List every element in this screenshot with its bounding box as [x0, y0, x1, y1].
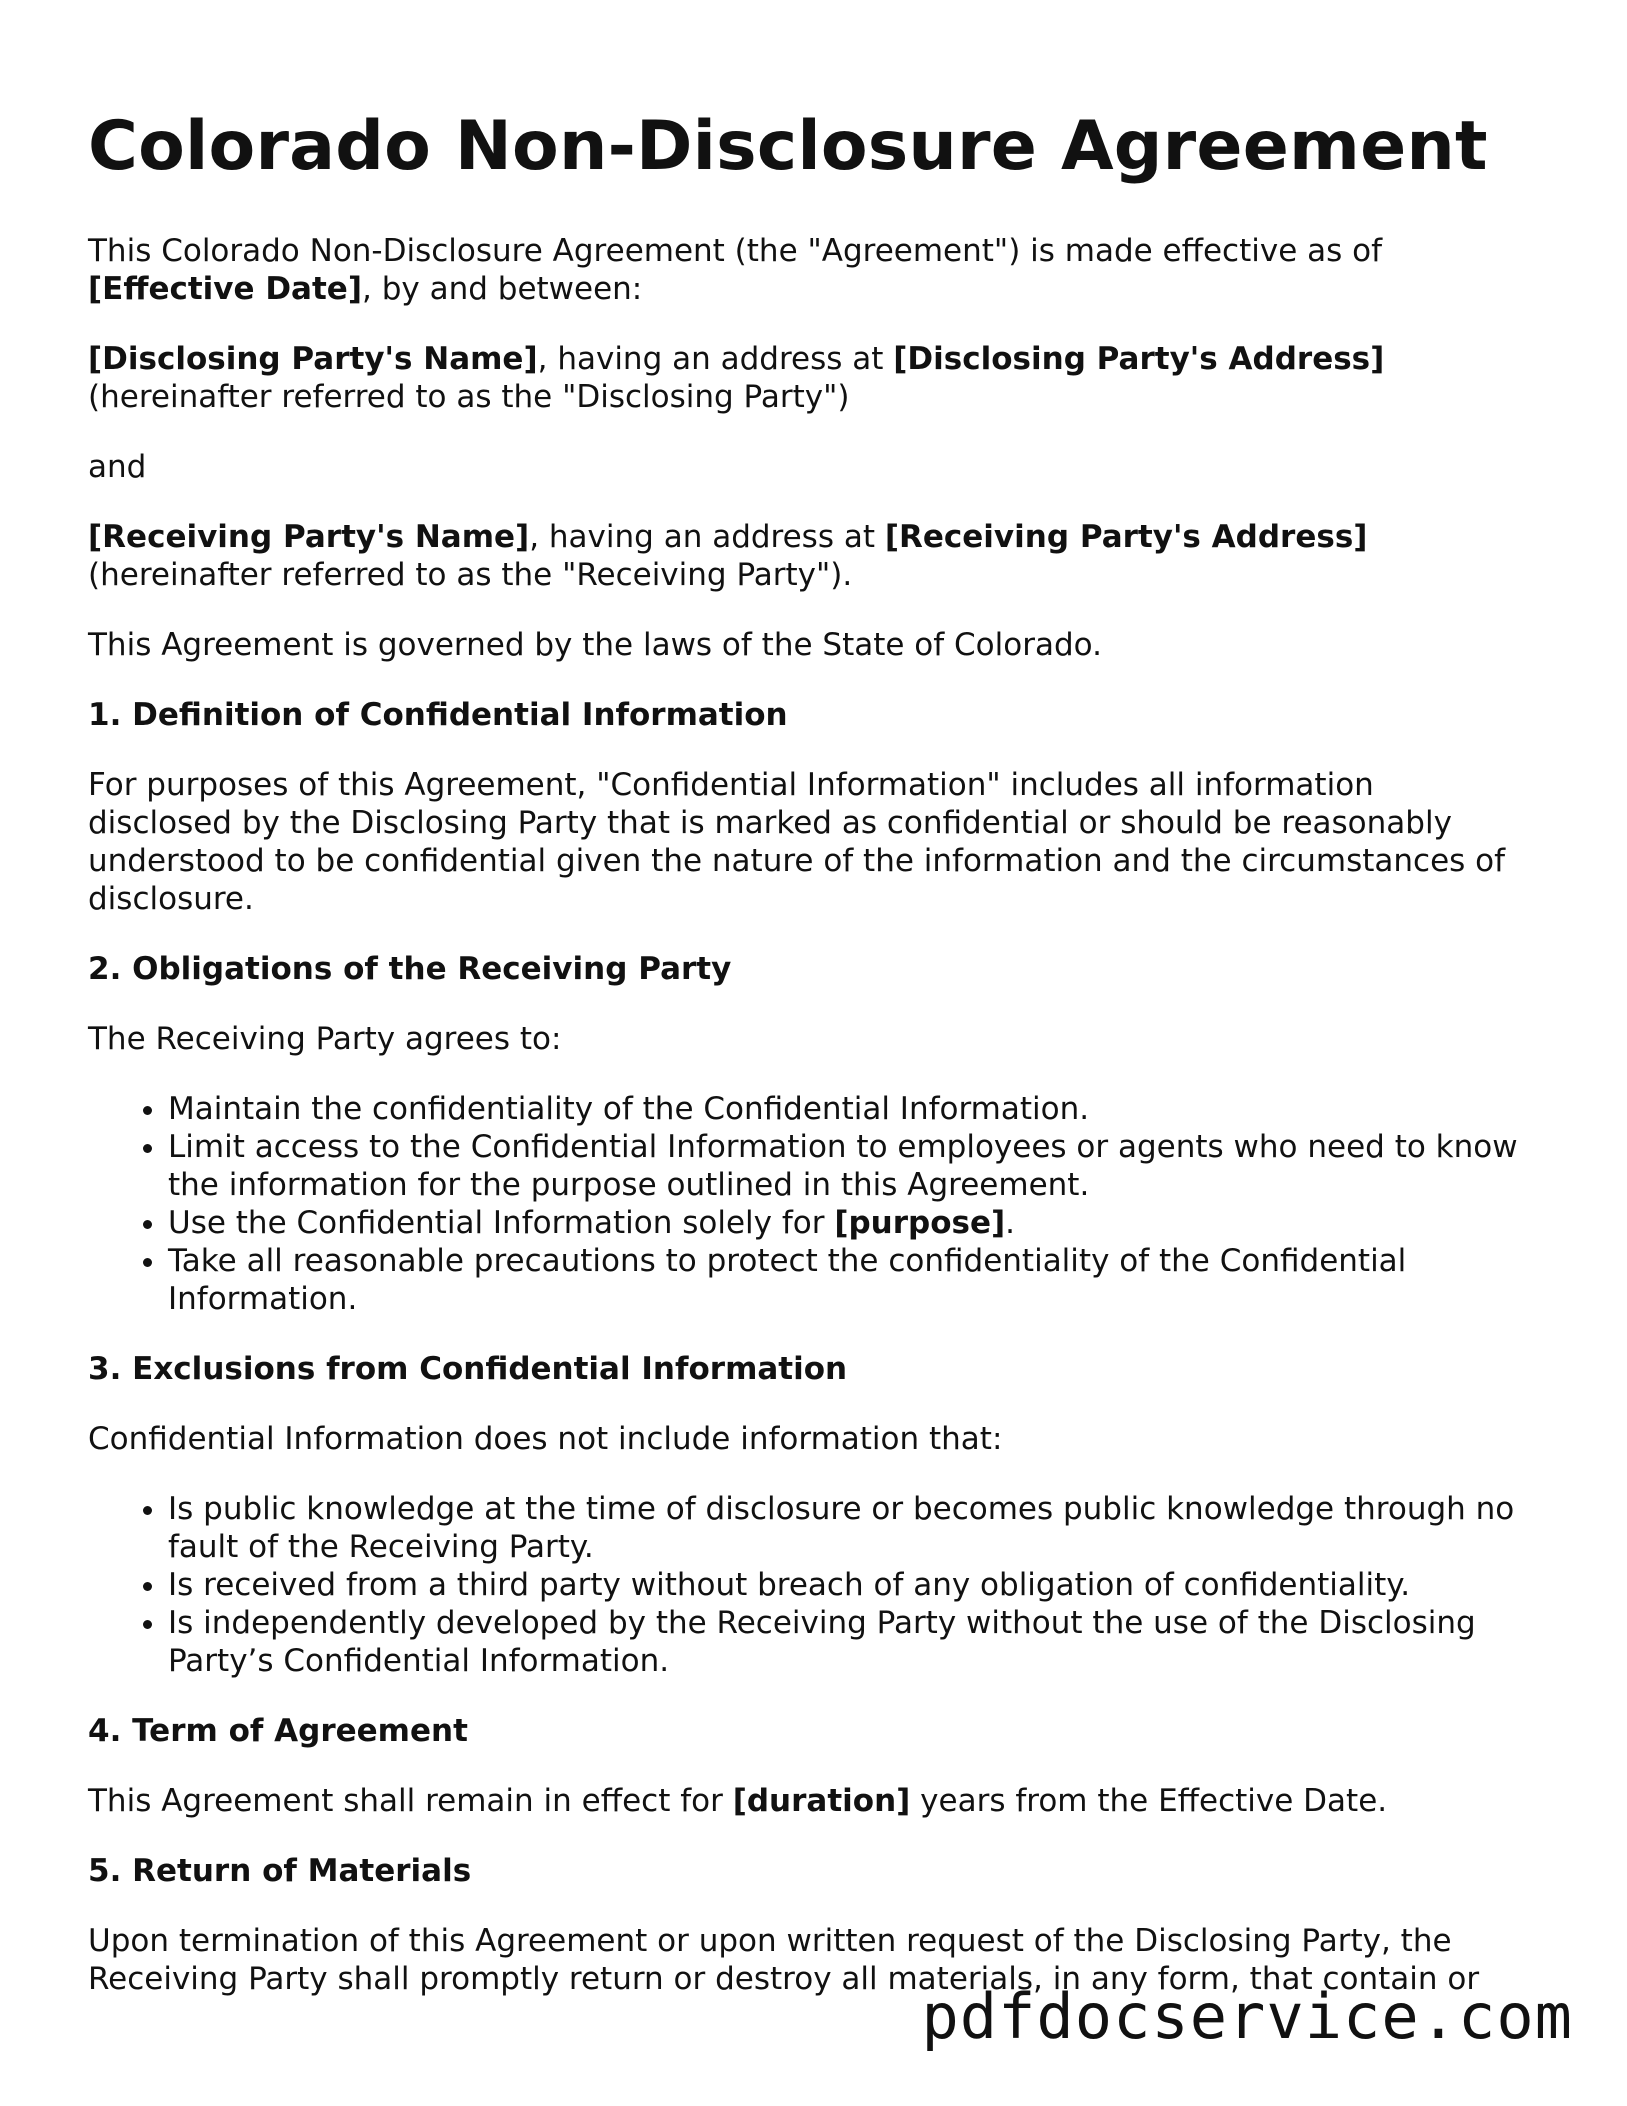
intro-end-text: , by and between: [362, 271, 643, 308]
item-text-end: . [1005, 1205, 1016, 1242]
receiving-party-paragraph [88, 518, 1518, 594]
term-text-end: years from the Effective Date. [910, 1783, 1388, 1820]
item-text: Use the Confidential Information solely for [168, 1205, 835, 1242]
section-3-heading: 3. Exclusions from Confidential Information [88, 1351, 848, 1388]
receiving-tail-text: (hereinafter referred to as the "Receiving Party"). [88, 557, 853, 594]
section-5-body: Upon termination of this Agreement or upon written request of the Disclosing Party, the Receiving Party shall promptly return or destroy all materials, in any form, that contain or [88, 1923, 1480, 1998]
receiving-name-placeholder: [Receiving Party's Name] [88, 519, 530, 556]
section-1-heading: 1. Definition of Confidential Information [88, 697, 788, 734]
section-1-body: For purposes of this Agreement, "Confidential Information" includes all information disclosed by the Disclosing Party that is marked as confidential or should be reasonably understood to be confidential given the nature of the information and the circumstances of disclosure. [88, 767, 1506, 918]
list-item: • Take all reasonable precautions to protect the confidentiality of the Confidential Information. [168, 1242, 1518, 1318]
list-item: • Is independently developed by the Receiving Party without the use of the Disclosing Party’s Confidential Information. [168, 1604, 1518, 1680]
section-4-body [88, 1782, 1518, 1820]
section-3-lead: Confidential Information does not include information that: [88, 1421, 1003, 1458]
disclosing-tail-text: (hereinafter referred to as the "Disclosing Party") [88, 379, 850, 416]
watermark-text: pdfdocservice.com [921, 1980, 1573, 2053]
list-item [168, 1204, 1518, 1242]
intro-text: This Colorado Non-Disclosure Agreement (the "Agreement") is made effective as of [88, 233, 1383, 270]
obligations-list [88, 1090, 1518, 1318]
exclusions-list [88, 1490, 1518, 1680]
section-4-heading: 4. Term of Agreement [88, 1713, 468, 1750]
disclosing-mid-text: , having an address at [537, 341, 894, 378]
intro-paragraph [88, 232, 1518, 308]
receiving-address-placeholder: [Receiving Party's Address] [884, 519, 1368, 556]
effective-date-placeholder: [Effective Date] [88, 271, 362, 308]
receiving-mid-text: , having an address at [529, 519, 885, 556]
term-text: This Agreement shall remain in effect for [88, 1783, 733, 1820]
duration-placeholder: [duration] [732, 1783, 911, 1820]
list-item: • Maintain the confidentiality of the Confidential Information. [168, 1090, 1518, 1128]
list-item: • Is public knowledge at the time of disclosure or becomes public knowledge through no fault of the Receiving Party. [168, 1490, 1518, 1566]
disclosing-address-placeholder: [Disclosing Party's Address] [893, 341, 1385, 378]
disclosing-party-paragraph [88, 340, 1518, 416]
section-5-heading: 5. Return of Materials [88, 1853, 472, 1890]
list-item: • Limit access to the Confidential Information to employees or agents who need to know the information for the purpose outlined in this Agreement. [168, 1128, 1518, 1204]
section-2-lead: The Receiving Party agrees to: [88, 1021, 562, 1058]
list-item: • Is received from a third party without breach of any obligation of confidentiality. [168, 1566, 1518, 1604]
purpose-placeholder: [purpose] [834, 1205, 1006, 1242]
governing-law-paragraph: This Agreement is governed by the laws of the State of Colorado. [88, 627, 1102, 664]
document-page [88, 108, 1518, 2030]
document-title: Colorado Non-Disclosure Agreement [88, 107, 1488, 186]
and-paragraph: and [88, 449, 147, 486]
section-2-heading: 2. Obligations of the Receiving Party [88, 951, 732, 988]
disclosing-name-placeholder: [Disclosing Party's Name] [88, 341, 538, 378]
